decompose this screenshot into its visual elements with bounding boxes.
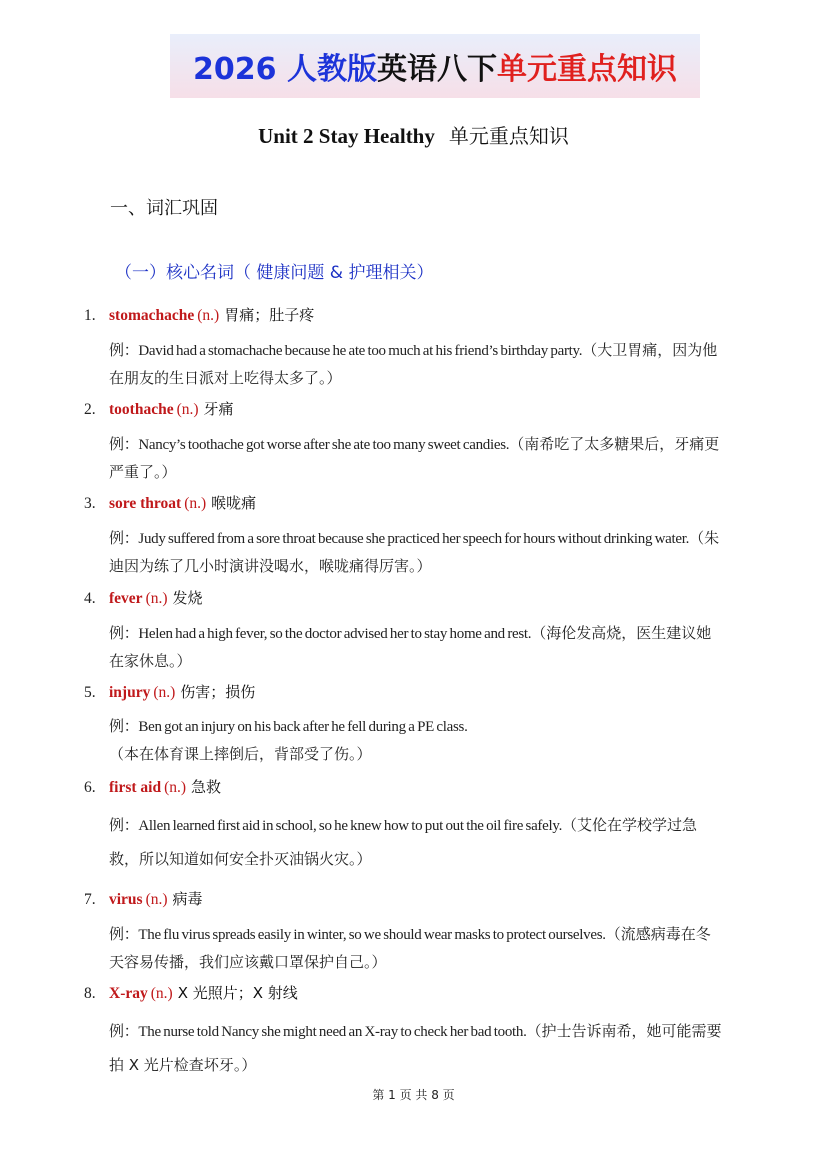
entry-pos: (n.) — [164, 779, 187, 796]
entry-pos: (n.) — [145, 891, 168, 908]
banner-grade: 英语八下 — [376, 52, 497, 87]
example-sentence: 例：Judy suffered from a sore throat because she practiced her speech for hours without drinking water. — [109, 531, 690, 547]
entry-meaning: 急救 — [191, 778, 222, 796]
entry-word: injury — [109, 684, 151, 701]
vocab-entry — [84, 981, 724, 1083]
unit-title-cn: 单元重点知识 — [448, 124, 569, 148]
banner-subject: 单元重点知识 — [496, 52, 677, 87]
vocab-entry — [84, 775, 724, 877]
example-translation: （护士告诉南希，她可能需要拍 X 光片检查坏牙。） — [109, 1022, 722, 1074]
page-footer: 第 1 页 共 8 页 — [372, 1088, 455, 1102]
entry-example — [109, 809, 724, 877]
vocab-entry — [84, 397, 724, 487]
entry-meaning: 牙痛 — [203, 400, 234, 418]
vocab-entry — [84, 303, 724, 393]
example-translation: （大卫胃痛，因为他在朋友的生日派对上吃得太多了。） — [109, 341, 718, 387]
vocab-entry — [84, 491, 724, 581]
entry-pos: (n.) — [197, 307, 220, 324]
example-sentence: 例：Nancy’s toothache got worse after she ate too many sweet candies. — [109, 437, 510, 453]
entry-word: virus — [109, 891, 143, 908]
entry-number: 5. — [84, 684, 96, 701]
entry-pos: (n.) — [153, 684, 176, 701]
entry-pos: (n.) — [176, 401, 199, 418]
example-sentence: 例：Helen had a high fever, so the doctor advised her to stay home and rest. — [109, 626, 532, 642]
example-translation: （南希吃了太多糖果后，牙痛更严重了。） — [109, 435, 720, 481]
example-translation: （朱迪因为练了几小时演讲没喝水，喉咙痛得厉害。） — [109, 529, 720, 575]
entry-pos: (n.) — [145, 590, 168, 607]
example-sentence: 例：Allen learned first aid in school, so he knew how to put out the oil fire safely. — [109, 818, 563, 834]
entry-meaning: 病毒 — [172, 890, 203, 908]
entry-number: 4. — [84, 590, 96, 607]
entry-meaning: 喉咙痛 — [211, 494, 257, 512]
example-sentence: 例：Ben got an injury on his back after he fell during a PE class. — [109, 719, 468, 735]
vocab-entry — [84, 586, 724, 676]
vocab-entry — [84, 680, 724, 769]
example-translation: （本在体育课上摔倒后，背部受了伤。） — [109, 745, 372, 763]
subsection-heading: （一）核心名词（ 健康问题 & 护理相关） — [115, 263, 434, 283]
entry-number: 2. — [84, 401, 96, 418]
banner-year-edition: 2026 人教版 — [193, 52, 377, 87]
entry-pos: (n.) — [184, 495, 207, 512]
entry-number: 8. — [84, 985, 96, 1002]
entry-example — [109, 620, 724, 676]
section-heading: 一、词汇巩固 — [110, 198, 218, 219]
entry-word: stomachache — [109, 307, 195, 324]
title-banner — [170, 34, 700, 98]
entry-word: fever — [109, 590, 143, 607]
entry-meaning: 胃痛；肚子疼 — [224, 306, 315, 324]
entry-example — [109, 337, 724, 393]
example-sentence: 例：The flu virus spreads easily in winter, so we should wear masks to protect ourselves. — [109, 927, 606, 943]
entry-example — [109, 921, 724, 977]
unit-title — [0, 120, 827, 149]
example-translation: （流感病毒在冬天容易传播，我们应该戴口罩保护自己。） — [109, 925, 711, 971]
entry-meaning: 伤害；损伤 — [180, 683, 256, 701]
example-sentence: 例：The nurse told Nancy she might need an X-ray to check her bad tooth. — [109, 1024, 527, 1040]
entry-word: first aid — [109, 779, 162, 796]
example-sentence: 例：David had a stomachache because he ate too much at his friend’s birthday party. — [109, 343, 583, 359]
entry-example — [109, 525, 724, 581]
entry-number: 1. — [84, 307, 96, 324]
banner-title — [170, 34, 700, 98]
entry-word: toothache — [109, 401, 174, 418]
entry-example — [109, 714, 724, 769]
entry-example — [109, 1015, 724, 1083]
example-translation: （艾伦在学校学过急救，所以知道如何安全扑灭油锅火灾。） — [109, 816, 698, 868]
entry-meaning: 发烧 — [172, 589, 203, 607]
unit-title-en: Unit 2 Stay Healthy — [258, 124, 435, 148]
entry-number: 7. — [84, 891, 96, 908]
entry-number: 3. — [84, 495, 96, 512]
entry-word: X-ray — [109, 985, 148, 1002]
entry-meaning: X 光照片；X 射线 — [177, 984, 298, 1002]
example-translation: （海伦发高烧，医生建议她在家休息。） — [109, 624, 712, 670]
vocab-entry — [84, 887, 724, 977]
entry-pos: (n.) — [150, 985, 173, 1002]
entry-number: 6. — [84, 779, 96, 796]
entry-example — [109, 431, 724, 487]
entry-word: sore throat — [109, 495, 182, 512]
